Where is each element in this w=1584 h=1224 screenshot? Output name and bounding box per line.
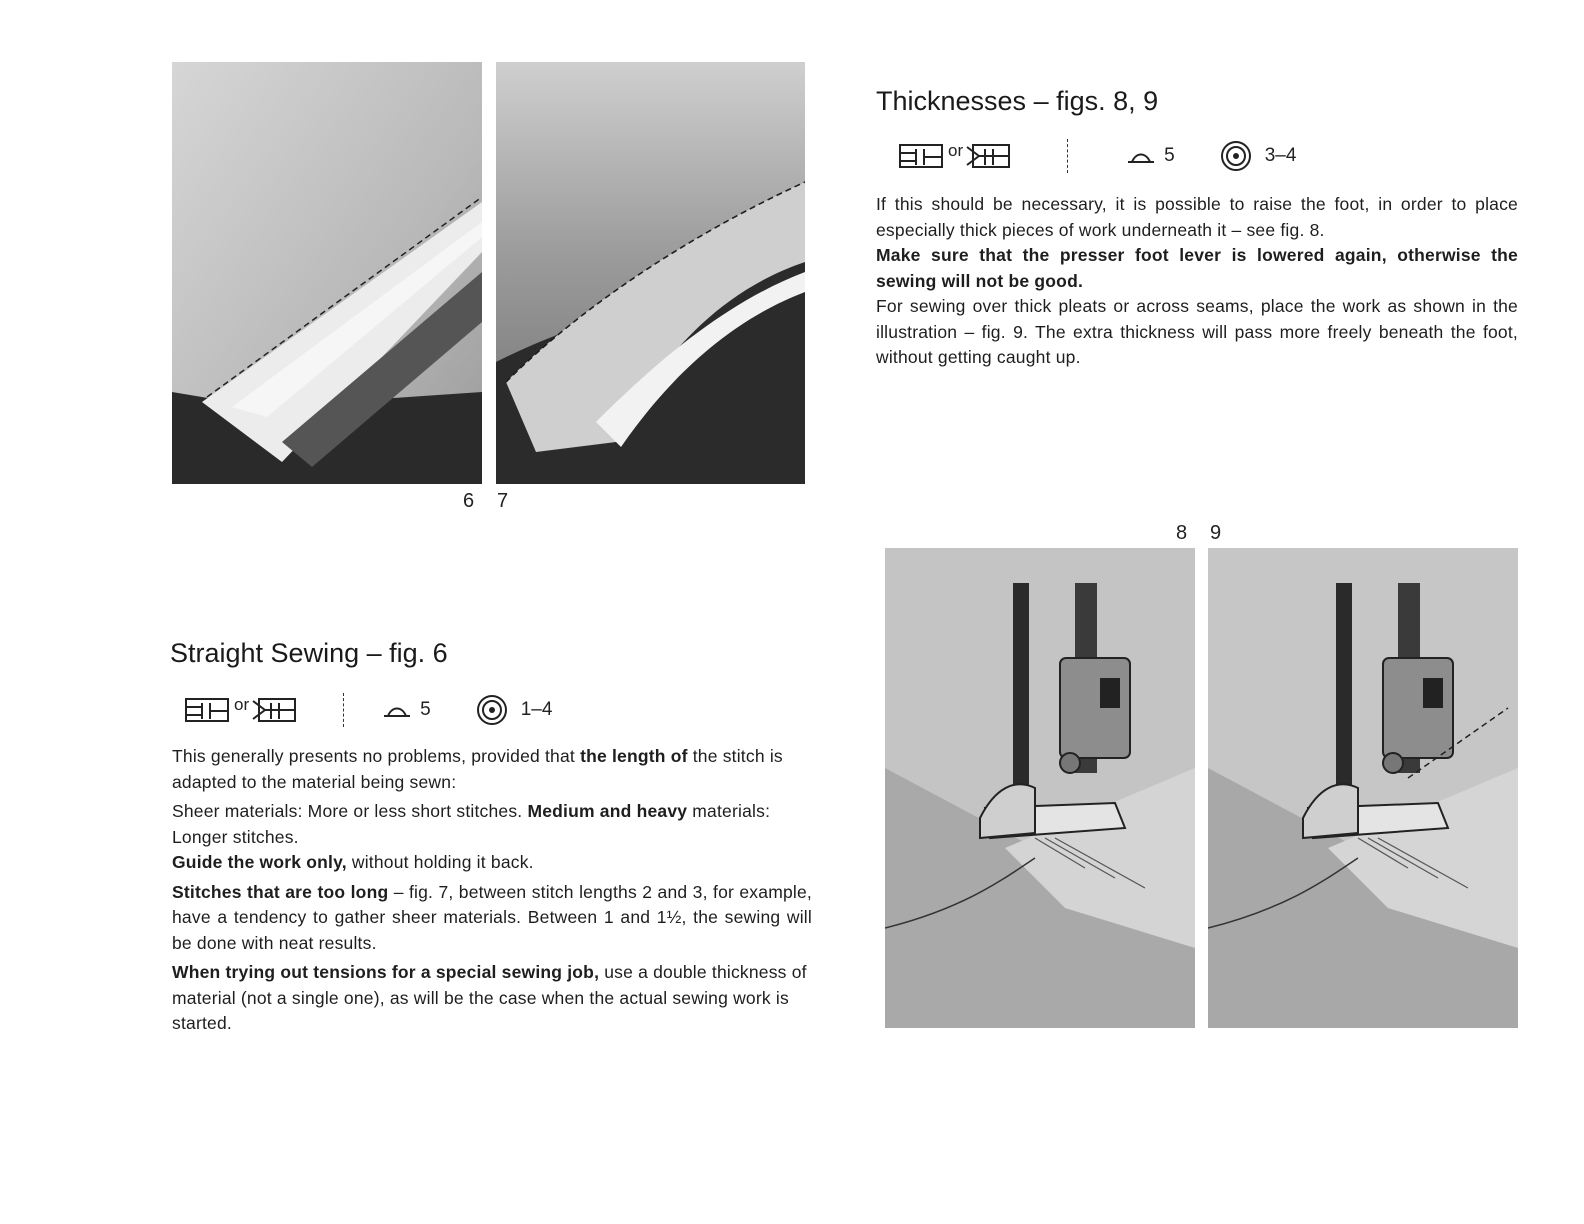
figure-7-photo (496, 62, 805, 484)
straight-sewing-settings-row (184, 690, 552, 730)
straight-p4-b: – fig. 7, between stitch lengths 2 and 3, for example, have a tendency to gather sheer materials. Between 1 and 1½, the sewing will be done with neat results. (172, 881, 812, 953)
thicknesses-paragraph-3: For sewing over thick pleats or across seams, place the work as shown in the illustration – fig. 9. The extra thickness will pass more freely beneath the foot, without getting caught up. (876, 296, 1518, 367)
thicknesses-title: Thicknesses (876, 86, 1027, 116)
figure-6-label: 6 (463, 490, 475, 512)
tension-dial-icon (1219, 139, 1253, 173)
stitch-length-value: 5 (420, 699, 431, 720)
straight-p2-c: materials: Longer stitches. (172, 801, 771, 847)
straight-p2-b: Medium and heavy (527, 801, 688, 821)
separator-icon (1067, 139, 1068, 173)
stitch-length-icon (1126, 148, 1156, 164)
figure-8-label: 8 (1176, 522, 1188, 544)
tension-value: 1–4 (520, 699, 553, 720)
straight-sewing-title-ref: – fig. 6 (366, 638, 448, 668)
thicknesses-title-ref: – figs. 8, 9 (1033, 86, 1159, 116)
stitch-length-value: 5 (1164, 145, 1175, 166)
tension-value: 3–4 (1264, 145, 1297, 166)
straight-p3-b: without holding it back. (351, 852, 534, 872)
straight-p1-b: the length of (580, 746, 688, 766)
figure-9-label: 9 (1210, 522, 1222, 544)
thicknesses-heading (876, 86, 1158, 117)
presser-foot-a-icon (898, 141, 944, 171)
presser-foot-b-icon (251, 695, 297, 725)
thicknesses-body (876, 192, 1518, 371)
figure-8-photo (885, 548, 1195, 1028)
straight-p1-a: This generally presents no problems, provided that (172, 746, 575, 766)
tension-dial-icon (475, 693, 509, 727)
thicknesses-paragraph-1: If this should be necessary, it is possible to raise the foot, in order to place especially thick pieces of work underneath it – see fig. 8. (876, 194, 1518, 240)
figure-7-label: 7 (497, 490, 509, 512)
figure-9-photo (1208, 548, 1518, 1028)
straight-p3-a: Guide the work only, (172, 852, 347, 872)
straight-sewing-body (172, 744, 812, 1037)
straight-p5-b: use a double thickness of material (not a single one), as will be the case when the actual sewing work is started. (172, 962, 807, 1033)
separator-icon (343, 693, 344, 727)
straight-p4-a: Stitches that are too long (172, 881, 389, 902)
or-label: or (948, 141, 964, 160)
thicknesses-settings-row (898, 136, 1296, 176)
stitch-length-icon (382, 702, 412, 718)
figure-6-photo (172, 62, 482, 484)
straight-p5-a: When trying out tensions for a special sewing job, (172, 962, 600, 982)
straight-sewing-heading (170, 638, 448, 669)
straight-p2-a: Sheer materials: More or less short stitches. (172, 801, 523, 821)
thicknesses-warning: Make sure that the presser foot lever is lowered again, otherwise the sewing will not be good. (876, 245, 1518, 291)
straight-p1-c: the stitch is adapted to the material being sewn: (172, 746, 783, 792)
presser-foot-a-icon (184, 695, 230, 725)
straight-sewing-title: Straight Sewing (170, 638, 360, 668)
or-label: or (234, 695, 250, 714)
presser-foot-b-icon (965, 141, 1011, 171)
